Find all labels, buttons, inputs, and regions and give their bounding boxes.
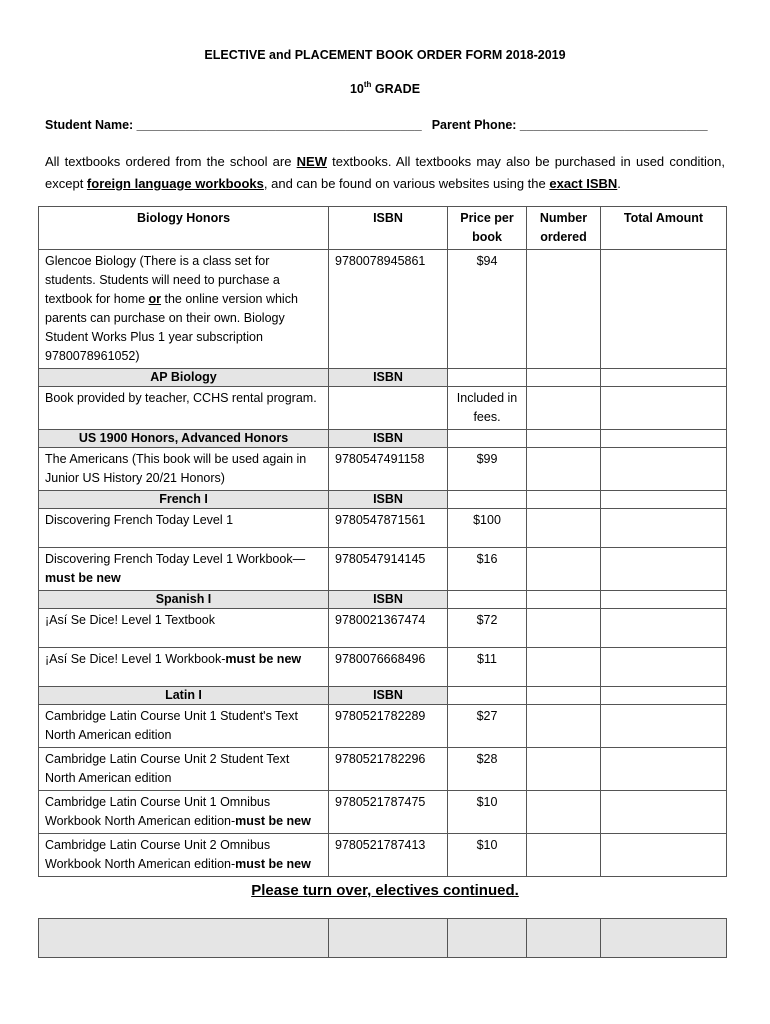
book-isbn: 9780021367474 [329, 609, 448, 648]
header-price: Price per book [448, 207, 527, 250]
book-isbn: 9780521782296 [329, 748, 448, 791]
contact-fields [45, 118, 725, 132]
section-isbn-label: ISBN [329, 491, 448, 509]
number-ordered-cell[interactable] [527, 548, 601, 591]
table-header-row [39, 207, 727, 250]
book-isbn [329, 387, 448, 430]
table-row [39, 748, 727, 791]
section-row [39, 591, 727, 609]
total-amount-cell[interactable] [601, 791, 727, 834]
book-price: $16 [448, 548, 527, 591]
total-amount-cell[interactable] [601, 387, 727, 430]
header-total: Total Amount [601, 207, 727, 250]
section-isbn-label: ISBN [329, 687, 448, 705]
total-amount-cell[interactable] [601, 609, 727, 648]
book-title: Discovering French Today Level 1 [39, 509, 329, 548]
book-price: $11 [448, 648, 527, 687]
table-row [39, 250, 727, 369]
number-ordered-cell[interactable] [527, 609, 601, 648]
book-price: $10 [448, 834, 527, 877]
section-row [39, 491, 727, 509]
total-amount-cell[interactable] [601, 648, 727, 687]
table-row [39, 705, 727, 748]
header-number: Number ordered [527, 207, 601, 250]
book-isbn: 9780547491158 [329, 448, 448, 491]
book-isbn: 9780521782289 [329, 705, 448, 748]
number-ordered-cell[interactable] [527, 834, 601, 877]
section-isbn-label: ISBN [329, 591, 448, 609]
number-ordered-cell[interactable] [527, 705, 601, 748]
total-amount-cell[interactable] [601, 448, 727, 491]
book-title: ¡Así Se Dice! Level 1 Textbook [39, 609, 329, 648]
book-isbn: 9780547914145 [329, 548, 448, 591]
book-price: $72 [448, 609, 527, 648]
section-title: French I [39, 491, 329, 509]
total-amount-cell[interactable] [601, 748, 727, 791]
parent-phone-field[interactable]: Parent Phone: ___________________________ [431, 118, 708, 132]
table-row [39, 791, 727, 834]
book-title: Discovering French Today Level 1 Workbook—must be new [39, 548, 329, 591]
table-row [39, 648, 727, 687]
number-ordered-cell[interactable] [527, 448, 601, 491]
book-title: Cambridge Latin Course Unit 1 Omnibus Workbook North American edition-must be new [39, 791, 329, 834]
book-price: $99 [448, 448, 527, 491]
book-isbn: 9780078945861 [329, 250, 448, 369]
total-amount-cell[interactable] [601, 548, 727, 591]
book-title: Cambridge Latin Course Unit 2 Omnibus Workbook North American edition-must be new [39, 834, 329, 877]
section-title: US 1900 Honors, Advanced Honors [39, 430, 329, 448]
number-ordered-cell[interactable] [527, 509, 601, 548]
section-row [39, 687, 727, 705]
intro-paragraph: All textbooks ordered from the school are NEW textbooks. All textbooks may also be purchased in used condition, except foreign language workbooks, and can be found on various websites using the exact ISBN. [45, 154, 726, 191]
total-amount-cell[interactable] [601, 509, 727, 548]
book-order-table [38, 206, 727, 877]
total-amount-cell[interactable] [601, 834, 727, 877]
table-row [39, 548, 727, 591]
number-ordered-cell[interactable] [527, 791, 601, 834]
book-title: Cambridge Latin Course Unit 2 Student Text North American edition [39, 748, 329, 791]
table-row [39, 387, 727, 430]
continuation-table-header [38, 918, 727, 958]
book-isbn: 9780076668496 [329, 648, 448, 687]
section-row [39, 369, 727, 387]
turn-over-note: Please turn over, electives continued. [251, 882, 519, 899]
number-ordered-cell[interactable] [527, 250, 601, 369]
book-title: Book provided by teacher, CCHS rental program. [39, 387, 329, 430]
table-row [39, 834, 727, 877]
section-row [39, 430, 727, 448]
total-amount-cell[interactable] [601, 250, 727, 369]
book-price: $94 [448, 250, 527, 369]
total-amount-cell[interactable] [601, 705, 727, 748]
book-title: Cambridge Latin Course Unit 1 Student's Text North American edition [39, 705, 329, 748]
table-row [39, 609, 727, 648]
number-ordered-cell[interactable] [527, 387, 601, 430]
book-title: The Americans (This book will be used again in Junior US History 20/21 Honors) [39, 448, 329, 491]
book-title: Glencoe Biology (There is a class set for students. Students will need to purchase a textbook for home or the online version which parents can purchase on their own. Biology Student Works Plus 1 year subscription 9780078961052) [39, 250, 329, 369]
book-isbn: 9780547871561 [329, 509, 448, 548]
book-title: ¡Así Se Dice! Level 1 Workbook-must be new [39, 648, 329, 687]
continuation-row [39, 919, 727, 958]
section-title: AP Biology [39, 369, 329, 387]
student-name-field[interactable]: Student Name: _________________________________________ [45, 118, 422, 132]
book-price: $10 [448, 791, 527, 834]
header-course: Biology Honors [39, 207, 329, 250]
table-row [39, 448, 727, 491]
book-price: Included in fees. [448, 387, 527, 430]
header-isbn: ISBN [329, 207, 448, 250]
grade-heading: 10th GRADE [349, 80, 421, 96]
book-price: $28 [448, 748, 527, 791]
book-isbn: 9780521787475 [329, 791, 448, 834]
section-title: Spanish I [39, 591, 329, 609]
number-ordered-cell[interactable] [527, 648, 601, 687]
section-isbn-label: ISBN [329, 430, 448, 448]
book-isbn: 9780521787413 [329, 834, 448, 877]
section-isbn-label: ISBN [329, 369, 448, 387]
number-ordered-cell[interactable] [527, 748, 601, 791]
table-row [39, 509, 727, 548]
form-title: ELECTIVE and PLACEMENT BOOK ORDER FORM 2018-2019 [204, 48, 566, 62]
book-price: $27 [448, 705, 527, 748]
book-price: $100 [448, 509, 527, 548]
section-title: Latin I [39, 687, 329, 705]
